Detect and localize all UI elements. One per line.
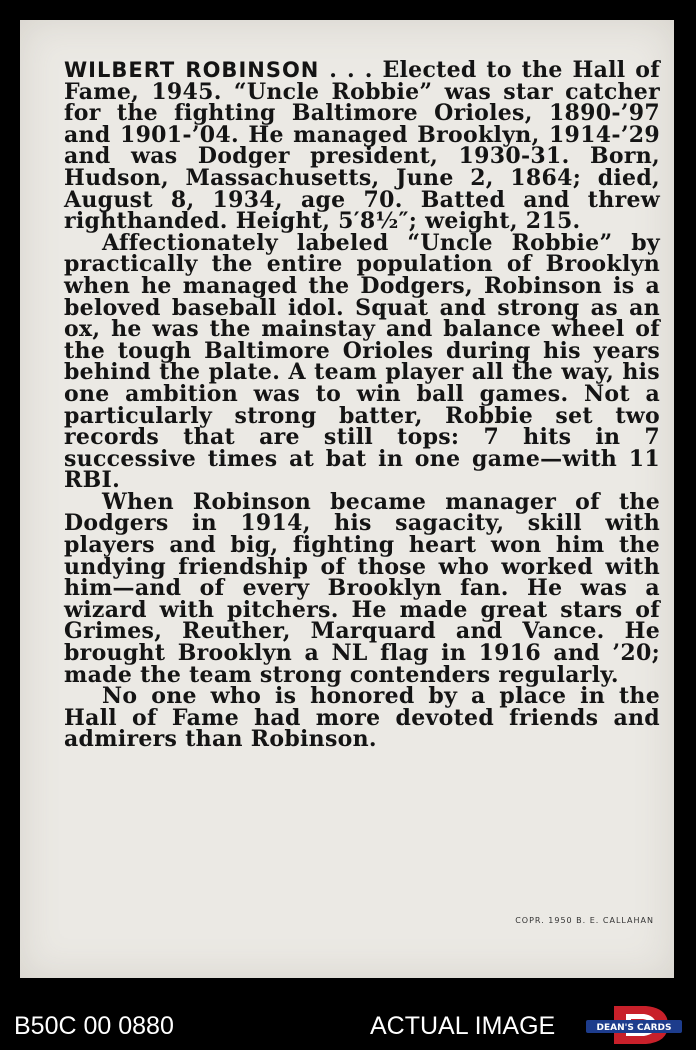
bio-paragraph-3: When Robinson became manager of the Dodgers in 1914, his sagacity, skill with players and big, fighting heart won him the undying friendship of those who worked with him—and of every Brooklyn fan. He was a wizard with pitchers. He made great stars of Grimes, Reuther, Marquard and Vance. He brought Brooklyn a NL flag in 1916 and ’20; made the team strong contenders regularly. xyxy=(64,488,660,688)
bio-paragraph-2: Affectionately labeled “Uncle Robbie” by practically the entire population of Brooklyn when he managed the Dodgers, Robinson is a beloved baseball idol. Squat and strong as an ox, he was the mainstay and balance wheel of the tough Baltimore Orioles during his years behind the plate. A team player all the way, his one ambition was to win ball games. Not a particularly strong batter, Robbie set two records that are still tops: 7 hits in 7 successive times at bat in one game—with 11 RBI. xyxy=(64,229,660,494)
card-back xyxy=(20,20,674,978)
actual-image-label: ACTUAL IMAGE xyxy=(370,1012,556,1040)
player-name: WILBERT ROBINSON xyxy=(64,58,320,82)
bio-paragraph-4: No one who is honored by a place in the Hall of Fame had more devoted friends and admirers than Robinson. xyxy=(64,683,660,753)
copyright-notice: COPR. 1950 B. E. CALLAHAN xyxy=(515,916,654,925)
deans-cards-logo xyxy=(584,1004,684,1046)
bio-paragraph-1 xyxy=(64,57,660,235)
bio-lead-text: . . . Elected to the Hall of Fame, 1945. “Uncle Robbie” was star catcher for the fighting Baltimore Orioles, 1890-’97 and 1901-’04. He managed Brooklyn, 1914-’29 and was Dodger president, 1930-31. Born, Hudson, Massachusetts, June 2, 1864; died, August 8, 1934, age 70. Batted and threw righthanded. Height, 5′8½″; weight, 215. xyxy=(64,57,660,235)
cert-number: B50C 00 0880 xyxy=(14,1012,174,1040)
card-biography xyxy=(64,57,660,753)
footer-bar xyxy=(0,1000,696,1050)
logo-text: DEAN'S CARDS xyxy=(596,1023,672,1033)
